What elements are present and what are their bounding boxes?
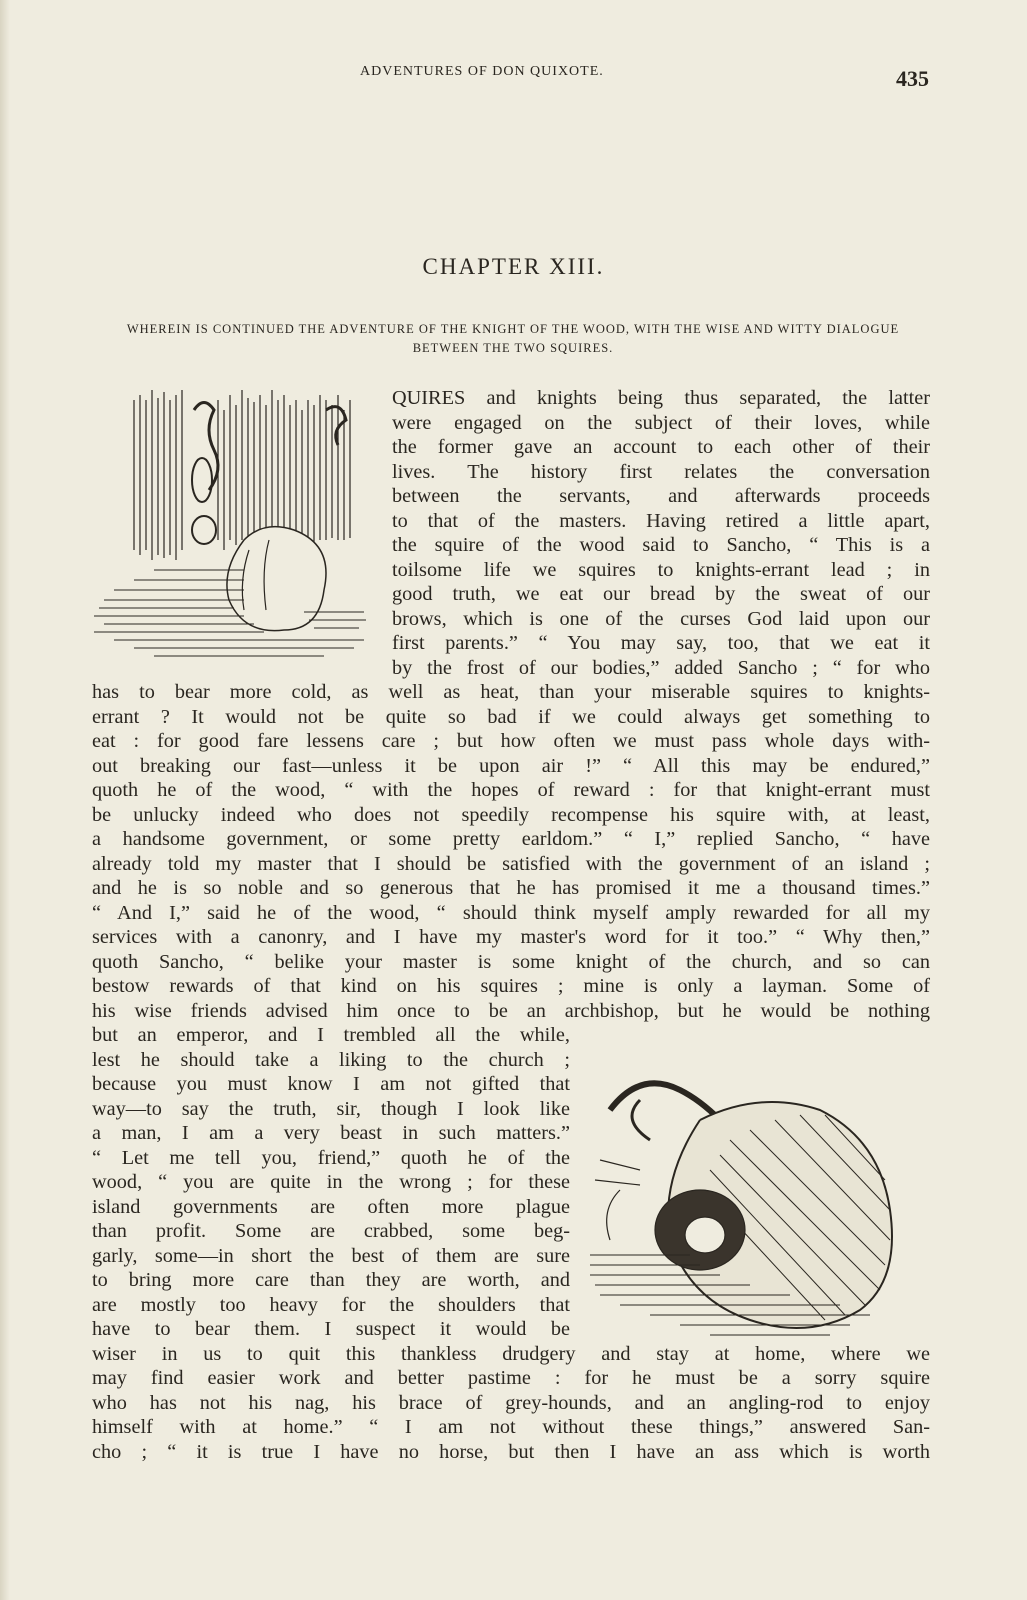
chapter-title: CHAPTER XIII. [422, 254, 605, 279]
body-line: eat : for good fare lessens care ; but how often we must pass whole days with- [92, 730, 930, 752]
body-line: way—to say the truth, sir, though I look like [92, 1097, 570, 1120]
body-line: than profit. Some are crabbed, some beg- [92, 1220, 570, 1242]
body-line: may find easier work and better pastime : for he must be a sorry squire [92, 1367, 930, 1389]
body-line: out breaking our fast—unless it be upon air !” “ All this may be endured,” [92, 754, 930, 777]
body-line: has to bear more cold, as well as heat, than your miserable squires to knights- [92, 681, 930, 703]
helmet-illustration [590, 1040, 918, 1360]
body-line: who has not his nag, his brace of grey-hounds, and an angling-rod to enjoy [92, 1391, 930, 1414]
body-line: QUIRES and knights being thus separated, the latter [392, 387, 930, 409]
body-line: between the servants, and afterwards proceeds [392, 485, 930, 507]
running-title: ADVENTURES OF DON QUIXOTE. [360, 64, 604, 79]
body-line: to that of the masters. Having retired a little apart, [392, 509, 930, 532]
body-line: errant ? It would not be quite so bad if we could always get something to [92, 705, 930, 728]
body-line: were engaged on the subject of their loves, while [392, 411, 930, 434]
body-line: and he is so noble and so generous that he has promised it me a thousand times.” [92, 877, 930, 899]
body-line: but an emperor, and I trembled all the while, [92, 1024, 570, 1046]
body-line: “ And I,” said he of the wood, “ should think myself amply rewarded for all my [92, 901, 930, 924]
drop-cap-illustration [94, 390, 366, 680]
body-line: quoth Sancho, “ belike your master is some knight of the church, and so can [92, 950, 930, 973]
body-line: to bring more care than they are worth, and [92, 1269, 570, 1291]
body-line: island governments are often more plague [92, 1195, 570, 1218]
body-line: first parents.” “ You may say, too, that we eat it [392, 632, 930, 654]
body-line: good truth, we eat our bread by the sweat of our [392, 583, 930, 605]
body-line: brows, which is one of the curses God laid upon our [392, 607, 930, 630]
body-line: a handsome government, or some pretty earldom.” “ I,” replied Sancho, “ have [92, 828, 930, 850]
body-line: lives. The history first relates the conversation [392, 460, 930, 483]
helmet-illustration-svg [590, 1040, 918, 1360]
body-line: because you must know I am not gifted that [92, 1073, 570, 1095]
body-line: a man, I am a very beast in such matters.” [92, 1122, 570, 1144]
body-line: “ Let me tell you, friend,” quoth he of the [92, 1146, 570, 1169]
page-edge [0, 0, 10, 1600]
body-line: services with a canonry, and I have my master's word for it too.” “ Why then,” [92, 926, 930, 948]
chapter-summary: WHEREIN IS CONTINUED THE ADVENTURE OF THE KNIGHT OF THE WOOD, WITH THE WISE AND WITTY DIALOGUE BETWEEN THE TWO SQUIRES. [126, 322, 900, 355]
body-line: the squire of the wood said to Sancho, “ This is a [392, 534, 930, 556]
body-line: already told my master that I should be satisfied with the government of an island ; [92, 852, 930, 875]
body-line: cho ; “ it is true I have no horse, but then I have an ass which is worth [92, 1440, 930, 1463]
body-line: quoth he of the wood, “ with the hopes of reward : for that knight-errant must [92, 779, 930, 801]
body-line: garly, some—in short the best of them are sure [92, 1244, 570, 1267]
body-line: his wise friends advised him once to be an archbishop, but he would be nothing [92, 999, 930, 1022]
woodcut-hatching [134, 390, 350, 560]
page-number: 435 [896, 66, 929, 91]
body-line: wiser in us to quit this thankless drudgery and stay at home, where we [92, 1342, 930, 1365]
body-line: lest he should take a liking to the church ; [92, 1048, 570, 1071]
body-line: are mostly too heavy for the shoulders that [92, 1293, 570, 1316]
body-line: wood, “ you are quite in the wrong ; for these [92, 1171, 570, 1193]
body-line: bestow rewards of that kind on his squires ; mine is only a layman. Some of [92, 975, 930, 997]
body-line: himself with at home.” “ I am not without these things,” answered San- [92, 1416, 930, 1438]
body-line: toilsome life we squires to knights-errant lead ; in [392, 558, 930, 581]
drop-cap-s-illustration [94, 390, 366, 680]
body-line: the former gave an account to each other of their [392, 436, 930, 458]
body-line: have to bear them. I suspect it would be [92, 1318, 570, 1340]
body-line: by the frost of our bodies,” added Sancho ; “ for who [392, 656, 930, 679]
body-line: be unlucky indeed who does not speedily recompense his squire with, at least, [92, 803, 930, 826]
